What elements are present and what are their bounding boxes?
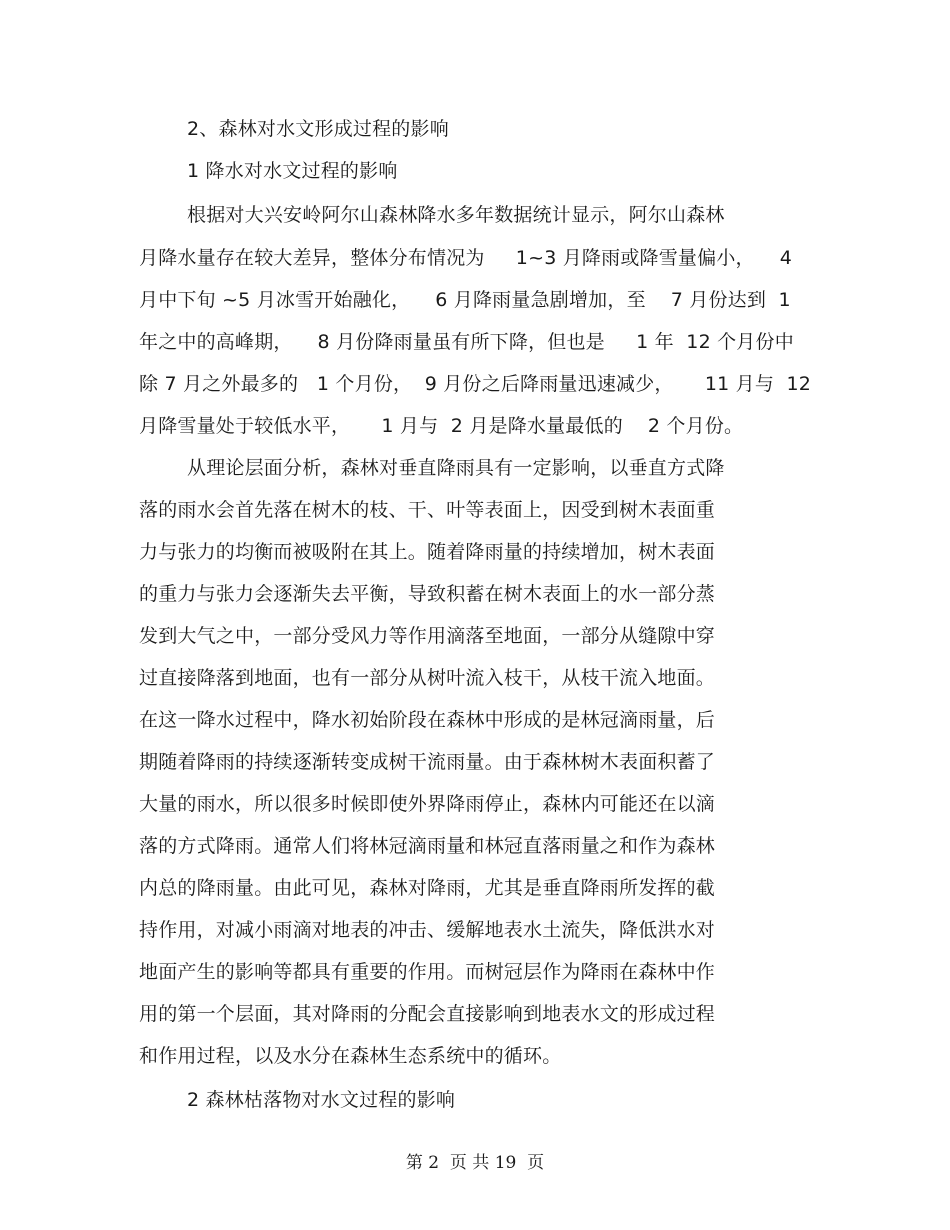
paragraph-1-line-5: 除 7 月之外最多的 1 个月份， 9 月份之后降雨量迅速减少， 11 月与 12	[139, 373, 812, 395]
paragraph-2-line-4: 的重力与张力会逐渐失去平衡，导致积蓄在树木表面上的水一部分蒸	[139, 583, 716, 605]
paragraph-1-line-6: 月降雪量处于较低水平， 1 月与 2 月是降水量最低的 2 个月份。	[139, 415, 744, 437]
paragraph-2-line-5: 发到大气之中，一部分受风力等作用滴落至地面，一部分从缝隙中穿	[139, 625, 716, 647]
subsection-heading-precipitation: 1 降水对水文过程的影响	[187, 160, 398, 182]
section-heading: 2、森林对水文形成过程的影响	[187, 118, 449, 140]
paragraph-1-line-4: 年之中的高峰期， 8 月份降雨量虽有所下降，但也是 1 年 12 个月份中	[139, 331, 794, 353]
paragraph-2-line-15: 和作用过程，以及水分在森林生态系统中的循环。	[139, 1045, 562, 1067]
paragraph-2-line-14: 用的第一个层面，其对降雨的分配会直接影响到地表水文的形成过程	[139, 1003, 716, 1025]
subsection-heading-litter: 2 森林枯落物对水文过程的影响	[187, 1089, 456, 1111]
paragraph-1-line-2: 月降水量存在较大差异，整体分布情况为 1~3 月降雨或降雪量偏小， 4	[139, 247, 792, 269]
paragraph-2-line-2: 落的雨水会首先落在树木的枝、干、叶等表面上，因受到树木表面重	[139, 499, 716, 521]
paragraph-2-line-11: 内总的降雨量。由此可见，森林对降雨，尤其是垂直降雨所发挥的截	[139, 877, 716, 899]
paragraph-2-line-1: 从理论层面分析，森林对垂直降雨具有一定影响，以垂直方式降	[187, 457, 725, 479]
paragraph-2-line-9: 大量的雨水，所以很多时候即使外界降雨停止，森林内可能还在以滴	[139, 793, 716, 815]
paragraph-1-line-3: 月中下旬 ~5 月冰雪开始融化， 6 月降雨量急剧增加，至 7 月份达到 1	[139, 289, 791, 311]
paragraph-2-line-7: 在这一降水过程中，降水初始阶段在森林中形成的是林冠滴雨量，后	[139, 709, 716, 731]
paragraph-1-line-1: 根据对大兴安岭阿尔山森林降水多年数据统计显示，阿尔山森林	[187, 204, 725, 226]
paragraph-2-line-12: 持作用，对减小雨滴对地表的冲击、缓解地表水土流失，降低洪水对	[139, 919, 716, 941]
paragraph-2-line-10: 落的方式降雨。通常人们将林冠滴雨量和林冠直落雨量之和作为森林	[139, 835, 716, 857]
paragraph-2-line-13: 地面产生的影响等都具有重要的作用。而树冠层作为降雨在森林中作	[139, 961, 716, 983]
paragraph-2-line-3: 力与张力的均衡而被吸附在其上。随着降雨量的持续增加，树木表面	[139, 541, 716, 563]
page-number-footer: 第 2 页 共 19 页	[405, 1153, 545, 1173]
paragraph-2-line-6: 过直接降落到地面，也有一部分从树叶流入枝干，从枝干流入地面。	[139, 667, 716, 689]
paragraph-2-line-8: 期随着降雨的持续逐渐转变成树干流雨量。由于森林树木表面积蓄了	[139, 751, 716, 773]
